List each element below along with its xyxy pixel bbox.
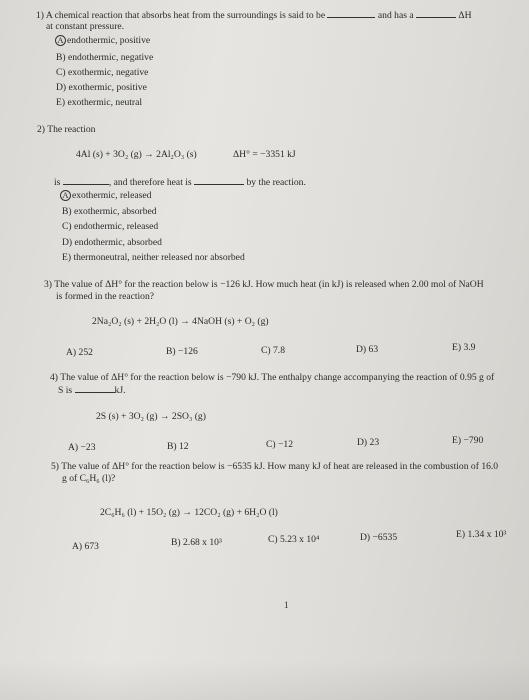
q3-equation: 2Na₂O₂ (s) + 2H₂O (l) → 4NaOH (s) + O₂ (g)	[92, 316, 269, 327]
q2-blank-1	[63, 176, 109, 185]
q3-option-a: A) 252	[66, 347, 93, 358]
q2-mid: , and therefore heat is	[108, 177, 192, 188]
q2-option-a-text: exothermic, released	[72, 190, 152, 201]
q5-option-c: C) 5.23 x 10⁴	[268, 534, 320, 545]
q1-option-e: E) exothermic, neutral	[56, 97, 143, 108]
q2-dh: ΔH° = −3351 kJ	[233, 149, 296, 160]
q1-option-a	[55, 35, 150, 46]
q1-stem-a: 1) A chemical reaction that absorbs heat from the surroundings is said to be	[36, 10, 326, 21]
q5-stem-line2: g of C₆H₆ (l)?	[62, 473, 116, 484]
q3-option-d: D) 63	[356, 344, 379, 355]
q1-option-b: B) endothermic, negative	[56, 52, 154, 63]
q2-is: is	[54, 177, 61, 188]
q2-end: by the reaction.	[246, 177, 306, 188]
q2-blank-2	[194, 176, 244, 185]
q4-equation: 2S (s) + 3O₂ (g) → 2SO₃ (g)	[96, 411, 206, 422]
q2-fill-line	[54, 176, 306, 188]
q4-stem-line2	[58, 384, 125, 396]
q2-option-e: E) thermoneutral, neither released nor absorbed	[62, 252, 245, 263]
q2-option-a	[60, 190, 151, 201]
q1-stem-line2: at constant pressure.	[46, 21, 125, 32]
q2-stem: 2) The reaction	[37, 124, 96, 135]
q4-blank	[75, 384, 115, 393]
q5-stem-line1: 5) The value of ΔH° for the reaction below is −6535 kJ. How many kJ of heat are released in the combustion of 16.0	[51, 461, 499, 472]
q4-stem-s-is: S is	[58, 385, 73, 396]
q3-option-c: C) 7.8	[261, 345, 285, 356]
q1-option-d: D) exothermic, positive	[56, 82, 147, 93]
q4-option-d: D) 23	[357, 437, 380, 448]
q1-stem-c: ΔH	[458, 10, 472, 21]
q3-stem-line2: is formed in the reaction?	[56, 291, 155, 302]
q4-option-a: A) −23	[68, 442, 96, 453]
q2-option-d: D) endothermic, absorbed	[62, 237, 162, 248]
q4-stem-line1: 4) The value of ΔH° for the reaction below is −790 kJ. The enthalpy change accompanying the reaction of 0.95 g of	[50, 372, 495, 383]
q2-equation: 4Al (s) + 3O₂ (g) → 2Al₂O₃ (s)	[76, 149, 197, 160]
q1-blank-1	[327, 9, 375, 18]
answer-circle-mark: A	[60, 190, 71, 201]
q4-option-e: E) −790	[452, 435, 484, 446]
q1-option-c: C) exothermic, negative	[56, 67, 149, 78]
q3-option-e: E) 3.9	[452, 342, 476, 353]
q4-option-c: C) −12	[266, 439, 293, 450]
q1-option-a-text: endothermic, positive	[67, 35, 151, 46]
answer-circle-mark: A	[55, 35, 66, 46]
q2-option-b: B) exothermic, absorbed	[62, 206, 157, 217]
q5-option-e: E) 1.34 x 10³	[456, 529, 507, 540]
q4-option-b: B) 12	[167, 441, 189, 452]
q5-option-b: B) 2.68 x 10³	[171, 537, 222, 548]
q3-stem-line1: 3) The value of ΔH° for the reaction below is −126 kJ. How much heat (in kJ) is released when 2.00 mol of NaOH	[44, 279, 484, 290]
q5-option-d: D) −6535	[360, 532, 398, 543]
q2-option-c: C) endothermic, released	[62, 221, 159, 232]
q1-blank-2	[416, 9, 456, 18]
q3-option-b: B) −126	[166, 346, 198, 357]
photo-shadow	[0, 660, 529, 700]
q5-option-a: A) 673	[72, 541, 99, 552]
page-number: 1	[284, 600, 289, 610]
q5-equation: 2C₆H₆ (l) + 15O₂ (g) → 12CO₂ (g) + 6H₂O (l)	[100, 507, 278, 518]
q1-stem-b: and has a	[377, 10, 414, 21]
q1-stem-line1	[36, 9, 472, 21]
q4-stem-kj: kJ.	[114, 385, 126, 396]
